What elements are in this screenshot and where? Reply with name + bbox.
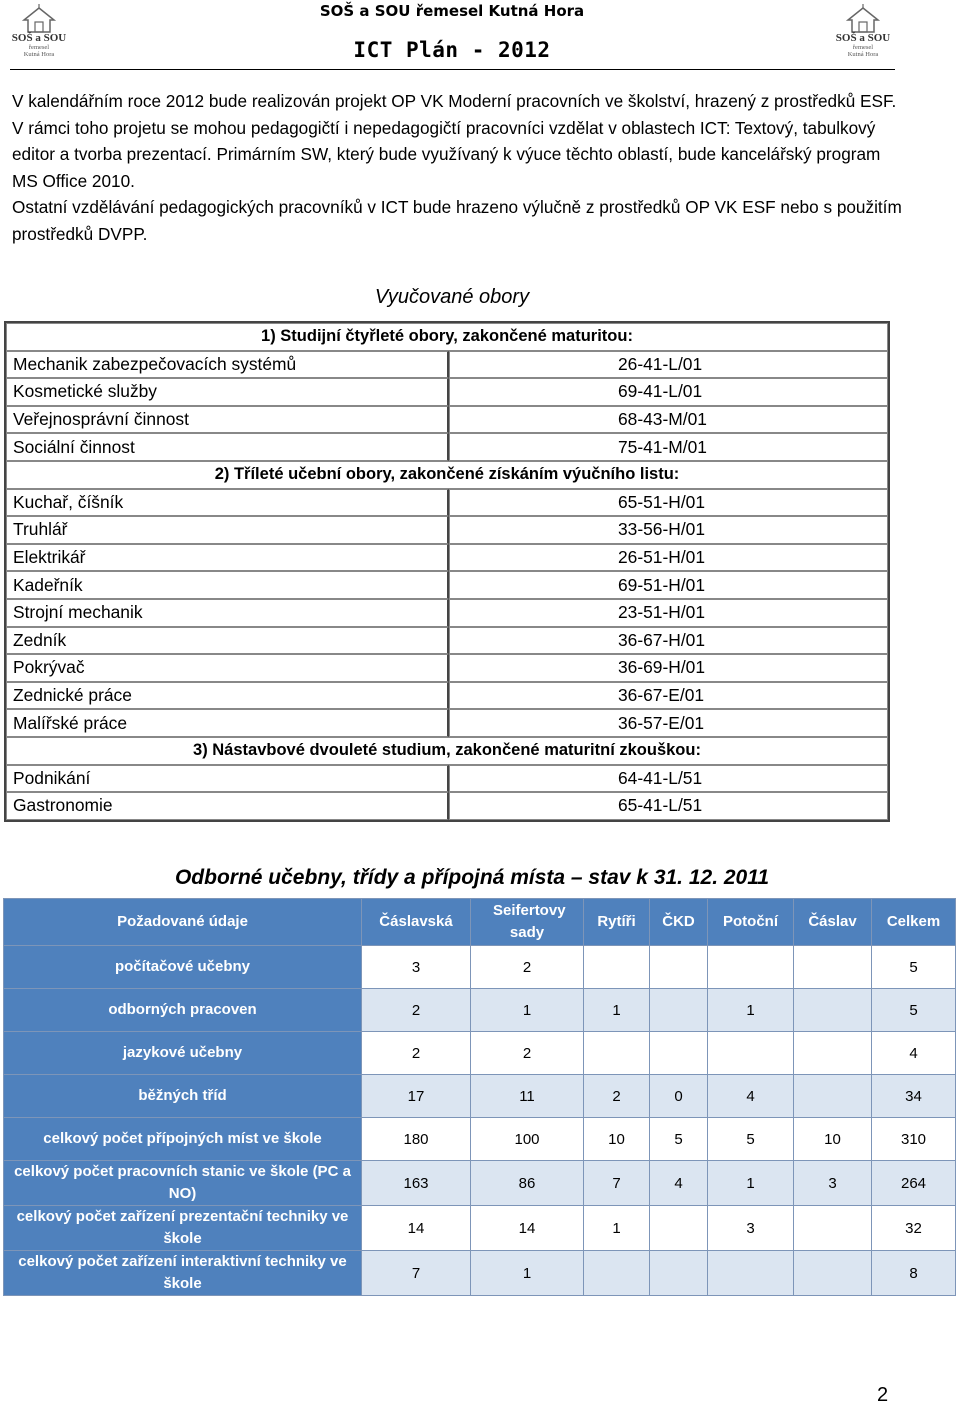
table-row: [6, 378, 888, 406]
intro-paragraph: V kalendářním roce 2012 bude realizován projekt OP VK Moderní pracovních ve školství, hrazený z prostředků ESF. V rámci toho projetu se mohou pedagogičtí i nepedagogičtí pracovníci vzdělat v oblastech ICT: Textový, tabulkový editor a tvorba prezentací. Primárním SW, který bude využívaný k výuce těchto oblastí, bude kancelářský program MS Office 2010.: [12, 91, 897, 191]
row-label: celkový počet zařízení interaktivní techniky ve škole: [4, 1251, 362, 1296]
table-row: [6, 792, 888, 820]
ucebny-title: Odborné učebny, třídy a přípojná místa – stav k 31. 12. 2011: [174, 866, 770, 889]
obor-name: Strojní mechanik: [6, 599, 449, 627]
table-row: [4, 1075, 956, 1118]
column-header: Celkem: [872, 899, 956, 946]
table-cell: 4: [650, 1161, 708, 1206]
obor-code: 36-67-E/01: [449, 682, 888, 710]
table-cell: 1: [708, 989, 794, 1032]
table-cell: [584, 946, 650, 989]
table-cell: 3: [794, 1161, 872, 1206]
table-row: [4, 1206, 956, 1251]
obor-name: Veřejnosprávní činnost: [6, 406, 449, 434]
table-cell: 2: [471, 1032, 584, 1075]
table-cell: 1: [471, 1251, 584, 1296]
obor-code: 36-57-E/01: [449, 709, 888, 737]
logo-sub-line2: Kutná Hora: [847, 51, 879, 58]
table-cell: 264: [872, 1161, 956, 1206]
table-cell: [584, 1251, 650, 1296]
table-cell: [794, 1075, 872, 1118]
obor-code: 33-56-H/01: [449, 516, 888, 544]
obory-group-heading: [6, 461, 888, 489]
logo-sub-line1: řemesel: [28, 44, 50, 51]
table-cell: [650, 989, 708, 1032]
table-cell: 10: [794, 1118, 872, 1161]
obor-name: Malířské práce: [6, 709, 449, 737]
table-cell: [650, 1206, 708, 1251]
table-row: [6, 433, 888, 461]
column-header: Požadované údaje: [4, 899, 362, 946]
obory-group-heading-text: 3) Nástavbové dvouleté studium, zakončené maturitní zkouškou:: [193, 741, 701, 760]
obor-name: Gastronomie: [6, 792, 449, 820]
table-row: [6, 351, 888, 379]
obory-group-heading-row: [6, 323, 888, 351]
table-cell: 7: [584, 1161, 650, 1206]
logo-sub-line2: Kutná Hora: [23, 51, 55, 58]
obory-group-heading-row: [6, 737, 888, 765]
table-cell: [794, 1206, 872, 1251]
table-cell: 310: [872, 1118, 956, 1161]
logo-name: SOŠ a SOU: [835, 32, 891, 44]
obor-name: Sociální činnost: [6, 433, 449, 461]
row-label: počítačové učebny: [4, 946, 362, 989]
obor-code: 26-41-L/01: [449, 351, 888, 379]
header-divider: [10, 69, 895, 70]
obory-group-heading: [6, 323, 888, 351]
table-cell: [650, 946, 708, 989]
table-cell: 8: [872, 1251, 956, 1296]
table-cell: 7: [362, 1251, 471, 1296]
obor-code: 65-51-H/01: [449, 489, 888, 517]
school-name: SOŠ a SOU řemesel Kutná Hora: [319, 2, 585, 20]
table-row: [6, 682, 888, 710]
obory-group-heading-text: 2) Tříleté učební obory, zakončené získáním výučního listu:: [214, 465, 680, 484]
obory-table: [4, 321, 890, 822]
table-cell: 163: [362, 1161, 471, 1206]
document-title: ICT Plán - 2012: [353, 38, 551, 62]
ucebny-table: [3, 898, 956, 1296]
obor-code: 36-67-H/01: [449, 627, 888, 655]
table-cell: 1: [584, 1206, 650, 1251]
obor-name: Kosmetické služby: [6, 378, 449, 406]
table-cell: 10: [584, 1118, 650, 1161]
table-cell: 17: [362, 1075, 471, 1118]
obor-code: 69-51-H/01: [449, 571, 888, 599]
table-cell: [794, 1032, 872, 1075]
ucebny-header-row: [4, 899, 956, 946]
table-cell: 14: [362, 1206, 471, 1251]
obor-code: 64-41-L/51: [449, 765, 888, 793]
table-row: [6, 765, 888, 793]
obor-name: Elektrikář: [6, 544, 449, 572]
table-cell: 2: [362, 1032, 471, 1075]
row-label: běžných tříd: [4, 1075, 362, 1118]
table-cell: 32: [872, 1206, 956, 1251]
table-cell: 34: [872, 1075, 956, 1118]
table-cell: 2: [584, 1075, 650, 1118]
obor-code: 69-41-L/01: [449, 378, 888, 406]
table-cell: 11: [471, 1075, 584, 1118]
obor-name: Kuchař, číšník: [6, 489, 449, 517]
table-cell: [708, 1032, 794, 1075]
obory-group-heading: [6, 737, 888, 765]
obor-name: Podnikání: [6, 765, 449, 793]
row-label: celkový počet pracovních stanic ve škole (PC a NO): [4, 1161, 362, 1206]
obor-name: Mechanik zabezpečovacích systémů: [6, 351, 449, 379]
table-cell: [650, 1032, 708, 1075]
column-header: Čáslav: [794, 899, 872, 946]
intro-text: [12, 88, 902, 248]
table-cell: 1: [471, 989, 584, 1032]
table-row: [4, 1251, 956, 1296]
table-row: [4, 1161, 956, 1206]
table-cell: 3: [708, 1206, 794, 1251]
table-row: [6, 599, 888, 627]
table-cell: 5: [872, 989, 956, 1032]
table-row: [6, 654, 888, 682]
table-cell: 2: [471, 946, 584, 989]
obor-code: 75-41-M/01: [449, 433, 888, 461]
obory-title: Vyučované obory: [374, 286, 530, 308]
table-cell: 5: [650, 1118, 708, 1161]
table-cell: 86: [471, 1161, 584, 1206]
table-row: [4, 989, 956, 1032]
column-header: Seifertovy sady: [471, 899, 584, 946]
obor-name: Zednické práce: [6, 682, 449, 710]
table-cell: 100: [471, 1118, 584, 1161]
table-row: [6, 489, 888, 517]
table-cell: [584, 1032, 650, 1075]
page-number: 2: [877, 1384, 889, 1406]
table-cell: 180: [362, 1118, 471, 1161]
table-row: [6, 709, 888, 737]
column-header: Rytíři: [584, 899, 650, 946]
obor-name: Kadeřník: [6, 571, 449, 599]
row-label: celkový počet přípojných míst ve škole: [4, 1118, 362, 1161]
table-row: [4, 946, 956, 989]
table-row: [6, 571, 888, 599]
column-header: Potoční: [708, 899, 794, 946]
logo-name: SOŠ a SOU: [11, 32, 67, 44]
intro-paragraph: Ostatní vzdělávání pedagogických pracovníků v ICT bude hrazeno výlučně z prostředků OP VK ESF nebo s použitím prostředků DVPP.: [12, 197, 902, 244]
table-row: [6, 406, 888, 434]
table-cell: 3: [362, 946, 471, 989]
table-cell: [708, 1251, 794, 1296]
table-cell: 0: [650, 1075, 708, 1118]
logo-sub-line1: řemesel: [852, 44, 874, 51]
obor-code: 36-69-H/01: [449, 654, 888, 682]
column-header: ČKD: [650, 899, 708, 946]
table-row: [4, 1118, 956, 1161]
table-cell: 4: [708, 1075, 794, 1118]
table-cell: 5: [872, 946, 956, 989]
table-row: [4, 1032, 956, 1075]
row-label: celkový počet zařízení prezentační techniky ve škole: [4, 1206, 362, 1251]
row-label: odborných pracoven: [4, 989, 362, 1032]
obor-code: 23-51-H/01: [449, 599, 888, 627]
column-header: Čáslavská: [362, 899, 471, 946]
obor-name: Truhlář: [6, 516, 449, 544]
table-cell: 1: [584, 989, 650, 1032]
table-row: [6, 516, 888, 544]
obor-code: 26-51-H/01: [449, 544, 888, 572]
table-cell: [708, 946, 794, 989]
row-label: jazykové učebny: [4, 1032, 362, 1075]
obor-name: Pokrývač: [6, 654, 449, 682]
obor-code: 65-41-L/51: [449, 792, 888, 820]
table-cell: 5: [708, 1118, 794, 1161]
table-cell: [650, 1251, 708, 1296]
table-cell: 2: [362, 989, 471, 1032]
table-row: [6, 544, 888, 572]
table-cell: 4: [872, 1032, 956, 1075]
table-row: [6, 627, 888, 655]
table-cell: 1: [708, 1161, 794, 1206]
table-cell: 14: [471, 1206, 584, 1251]
obory-group-heading-row: [6, 461, 888, 489]
table-cell: [794, 1251, 872, 1296]
table-cell: [794, 946, 872, 989]
obor-name: Zedník: [6, 627, 449, 655]
obor-code: 68-43-M/01: [449, 406, 888, 434]
table-cell: [794, 989, 872, 1032]
obory-group-heading-text: 1) Studijní čtyřleté obory, zakončené maturitou:: [261, 327, 633, 346]
